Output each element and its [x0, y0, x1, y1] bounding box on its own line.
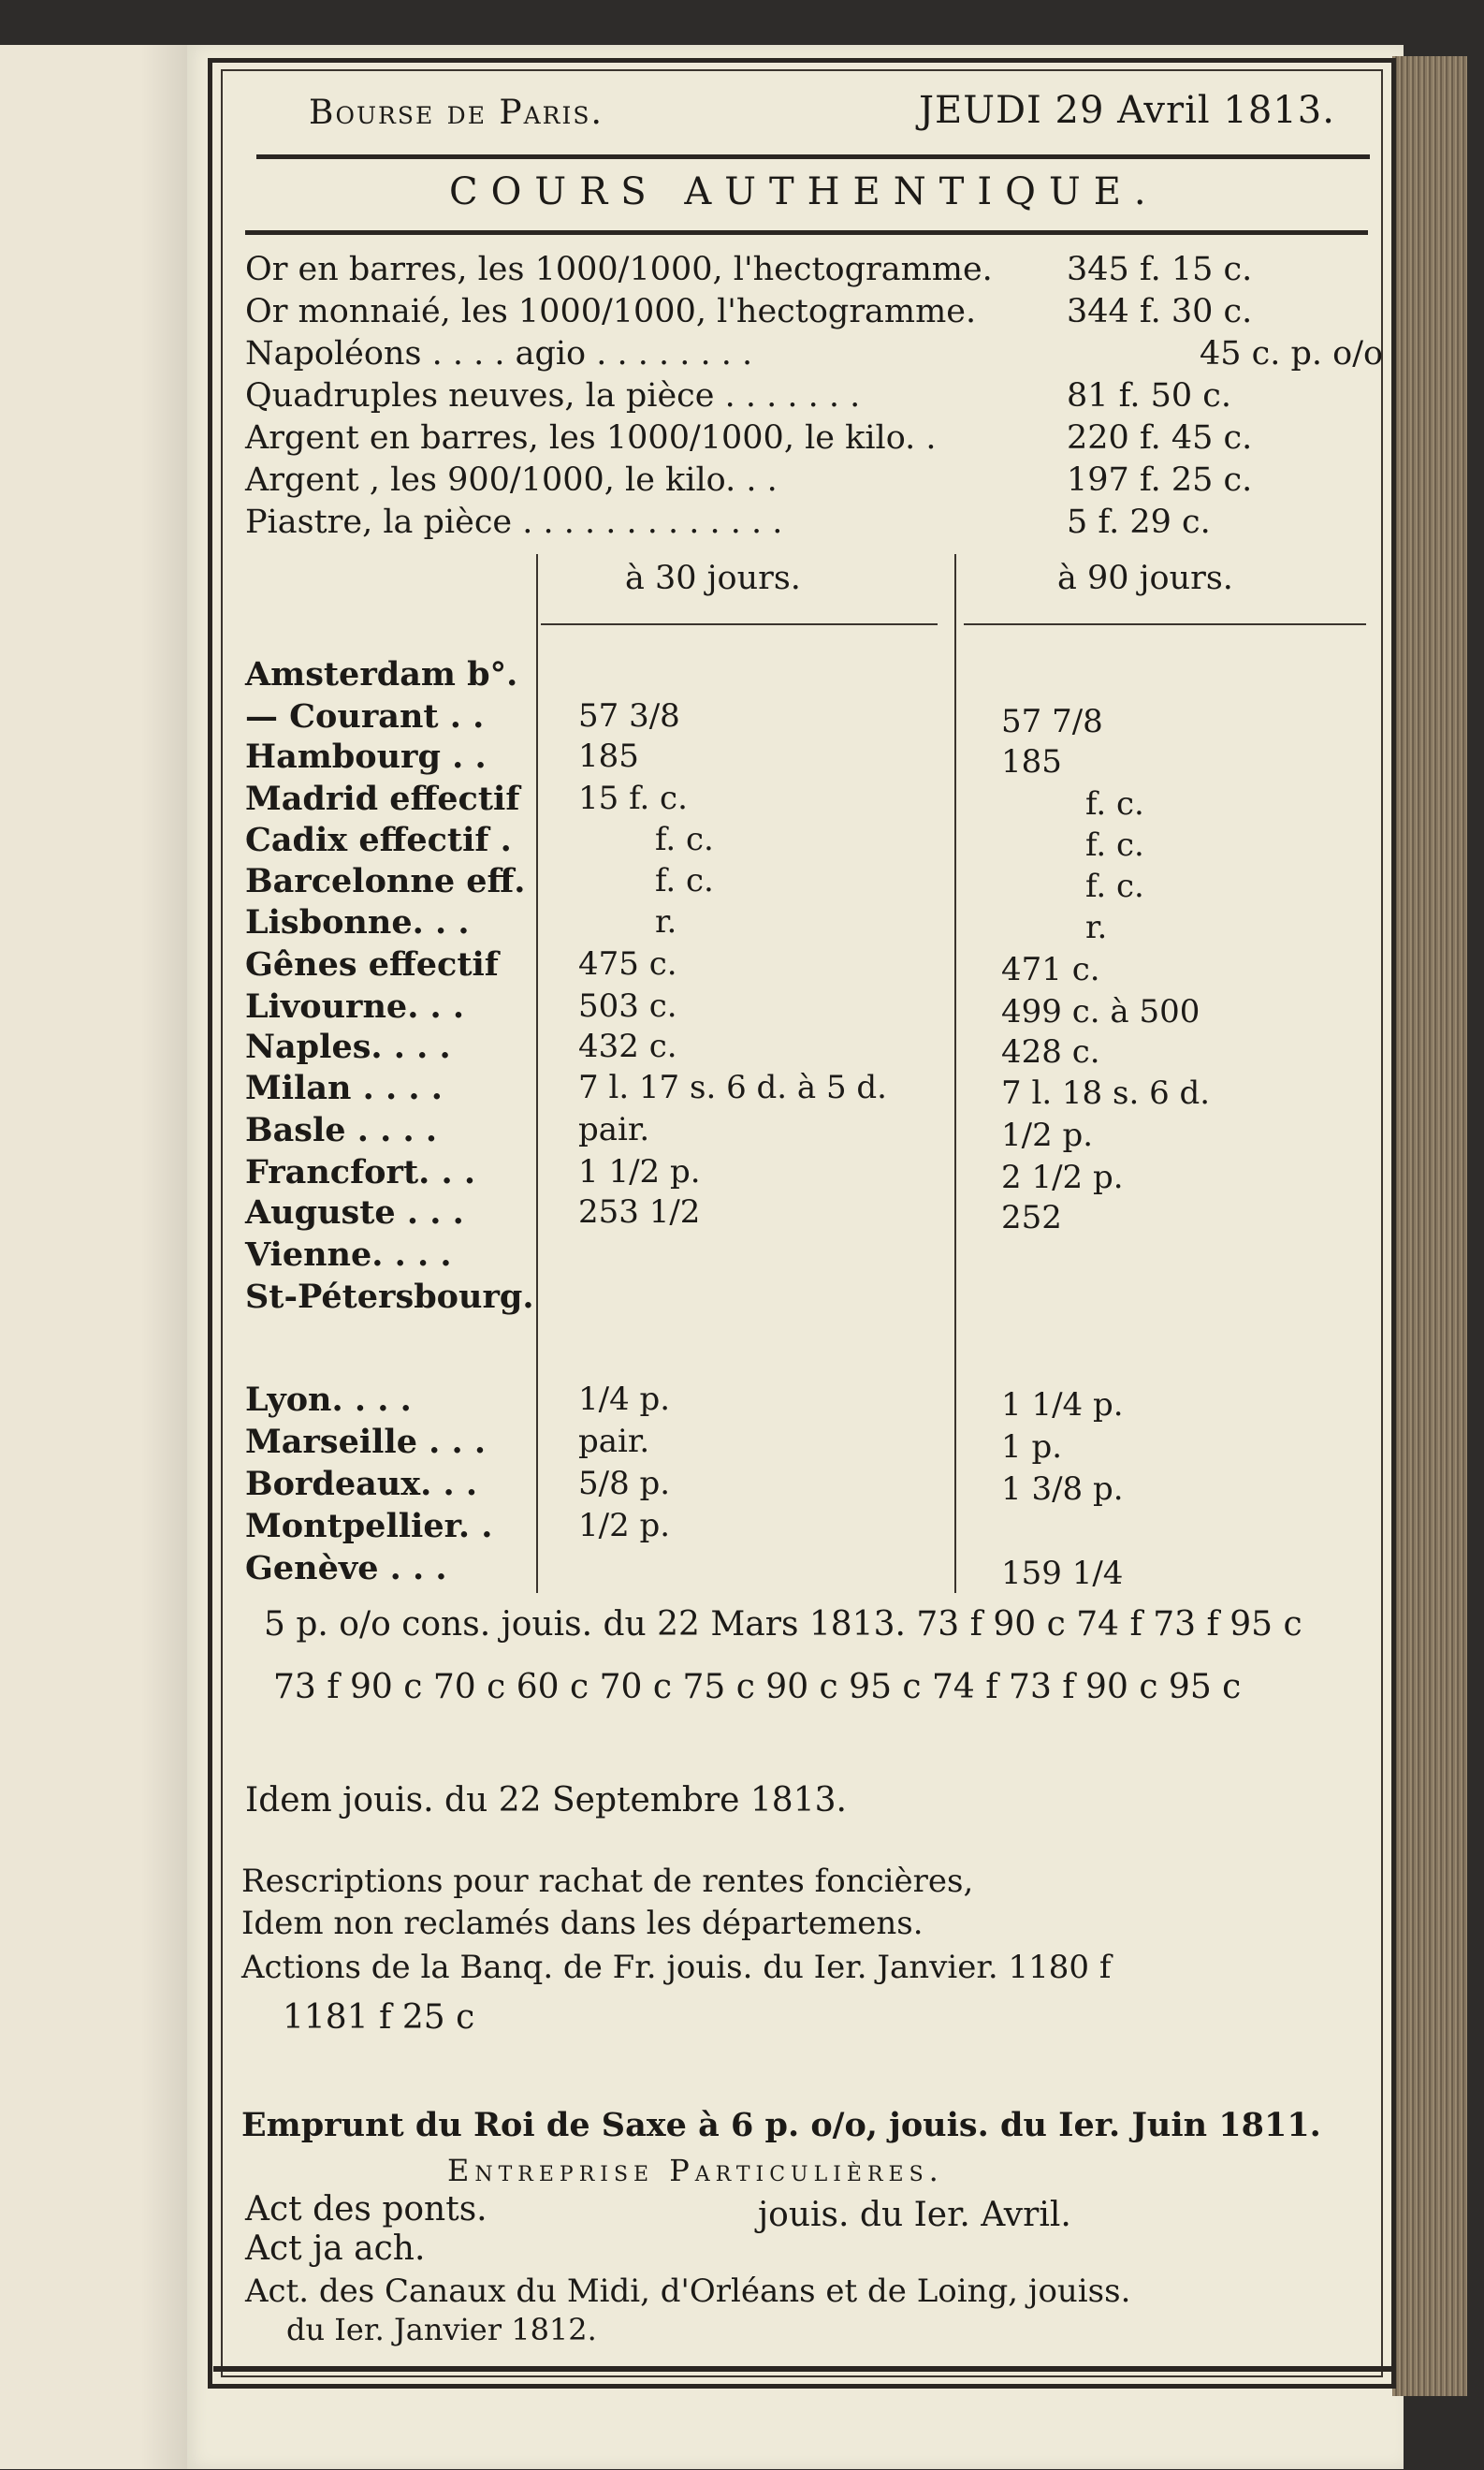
- city-label: Madrid effectif: [245, 780, 520, 818]
- metal-value: 344 f. 30 c.: [1067, 293, 1253, 330]
- rate-90-days: 7 l. 18 s. 6 d.: [1001, 1074, 1211, 1112]
- metal-label: Or monnaié, les 1000/1000, l'hectogramme.: [245, 293, 977, 330]
- act-ponts: Act des ponts.: [245, 2190, 487, 2229]
- rate-90-days: 499 c. à 500: [1001, 993, 1200, 1030]
- city-label: Naples. . . .: [245, 1028, 451, 1066]
- rate-90-days: f. c.: [1085, 826, 1144, 864]
- city-label: Bordeaux. . .: [245, 1465, 478, 1503]
- rate-90-days: 471 c.: [1001, 951, 1100, 988]
- rate-30-days: r.: [655, 903, 677, 941]
- rate-90-days: 252: [1001, 1199, 1062, 1236]
- metal-label: Argent en barres, les 1000/1000, le kilo. .: [245, 419, 937, 457]
- rate-90-days: 1 1/4 p.: [1001, 1386, 1124, 1424]
- city-label: Livourne. . .: [245, 987, 465, 1026]
- metal-label: Or en barres, les 1000/1000, l'hectogramme.: [245, 251, 993, 288]
- city-label: Lisbonne. . .: [245, 903, 470, 942]
- title-rule: [245, 230, 1368, 235]
- city-label: Basle . . . .: [245, 1111, 438, 1149]
- rate-30-days: 475 c.: [578, 945, 677, 983]
- rate-30-days: 7 l. 17 s. 6 d. à 5 d.: [578, 1069, 887, 1106]
- rate-30-days: 5/8 p.: [578, 1465, 671, 1502]
- city-label: Auguste . . .: [245, 1193, 464, 1232]
- rentes-idem: Idem jouis. du 22 Septembre 1813.: [245, 1781, 847, 1820]
- rate-90-days: 1 3/8 p.: [1001, 1470, 1124, 1508]
- col-30-rule: [541, 623, 938, 625]
- rate-90-days: 1/2 p.: [1001, 1117, 1094, 1154]
- rate-90-days: 57 7/8: [1001, 703, 1103, 740]
- metal-value: 81 f. 50 c.: [1067, 377, 1232, 415]
- column-divider-left: [536, 554, 538, 1593]
- rate-90-days: f. c.: [1085, 785, 1144, 823]
- act-ponts-jouis: jouis. du Ier. Avril.: [758, 2196, 1071, 2234]
- city-label: Cadix effectif .: [245, 821, 512, 859]
- actions-banque: Actions de la Banq. de Fr. jouis. du Ier. Janvier. 1180 f: [241, 1949, 1112, 1986]
- rate-90-days: 428 c.: [1001, 1033, 1100, 1071]
- rentes-line-2: 73 f 90 c 70 c 60 c 70 c 75 c 90 c 95 c 74 f 73 f 90 c 95 c: [273, 1668, 1242, 1706]
- metal-label: Piastre, la pièce . . . . . . . . . . . . .: [245, 504, 783, 541]
- col-90-jours: à 90 jours.: [1057, 560, 1233, 597]
- city-label: — Courant . .: [245, 697, 485, 736]
- rate-90-days: 2 1/2 p.: [1001, 1159, 1124, 1196]
- page-title: COURS AUTHENTIQUE.: [449, 170, 1159, 213]
- rescriptions: Rescriptions pour rachat de rentes foncières,: [241, 1863, 974, 1900]
- column-divider-right: [954, 554, 956, 1593]
- rate-30-days: 185: [578, 738, 639, 775]
- metal-label: Quadruples neuves, la pièce . . . . . . .: [245, 377, 861, 415]
- header-left: Bourse de Paris.: [309, 94, 604, 132]
- entreprise-heading: Entreprise Particulières.: [447, 2153, 944, 2188]
- city-label: Hambourg . .: [245, 738, 487, 776]
- idem-non-reclames: Idem non reclamés dans les départemens.: [241, 1905, 924, 1942]
- rate-30-days: 432 c.: [578, 1028, 677, 1065]
- city-label: Genève . . .: [245, 1549, 447, 1587]
- page-edges: [1392, 56, 1467, 2396]
- act-ja-ach: Act ja ach.: [245, 2229, 426, 2268]
- city-label: Amsterdam b°.: [245, 655, 518, 694]
- rate-30-days: pair.: [578, 1423, 650, 1460]
- rate-90-days: 185: [1001, 743, 1062, 781]
- rate-30-days: 1 1/2 p.: [578, 1153, 701, 1191]
- rate-90-days: 159 1/4: [1001, 1555, 1124, 1592]
- city-label: Francfort. . .: [245, 1153, 476, 1191]
- city-label: Vienne. . . .: [245, 1235, 452, 1274]
- rate-90-days: r.: [1085, 909, 1108, 946]
- actions-banque-cont: 1181 f 25 c: [283, 1998, 475, 2037]
- city-label: Lyon. . . .: [245, 1381, 412, 1419]
- col-30-jours: à 30 jours.: [625, 560, 801, 597]
- metal-value: 197 f. 25 c.: [1067, 461, 1253, 499]
- metal-label: Napoléons . . . . agio . . . . . . . .: [245, 335, 753, 373]
- header-rule: [256, 154, 1370, 159]
- rate-30-days: f. c.: [655, 862, 714, 899]
- col-90-rule: [964, 623, 1366, 625]
- city-label: Gênes effectif: [245, 945, 499, 984]
- city-label: Barcelonne eff.: [245, 862, 526, 900]
- footer-rule: [213, 2366, 1394, 2375]
- act-canaux-cont: du Ier. Janvier 1812.: [286, 2312, 597, 2347]
- rate-30-days: 1/2 p.: [578, 1507, 671, 1544]
- city-label: Montpellier. .: [245, 1507, 493, 1545]
- metal-value: 220 f. 45 c.: [1067, 419, 1253, 457]
- rate-30-days: pair.: [578, 1111, 650, 1148]
- metal-value: 45 c. p. o/o: [1200, 335, 1384, 373]
- rate-30-days: 253 1/2: [578, 1193, 701, 1231]
- metal-value: 345 f. 15 c.: [1067, 251, 1253, 288]
- rate-30-days: 1/4 p.: [578, 1381, 671, 1418]
- metal-value: 5 f. 29 c.: [1067, 504, 1211, 541]
- act-canaux: Act. des Canaux du Midi, d'Orléans et de Loing, jouiss.: [245, 2273, 1131, 2310]
- rate-90-days: f. c.: [1085, 868, 1144, 905]
- metal-label: Argent , les 900/1000, le kilo. . .: [245, 461, 778, 499]
- header-date: JEUDI 29 Avril 1813.: [919, 89, 1335, 132]
- rate-30-days: 57 3/8: [578, 697, 680, 735]
- emprunt-saxe: Emprunt du Roi de Saxe à 6 p. o/o, jouis. du Ier. Juin 1811.: [241, 2106, 1321, 2144]
- rentes-line-1: 5 p. o/o cons. jouis. du 22 Mars 1813. 73 f 90 c 74 f 73 f 95 c: [264, 1605, 1302, 1644]
- rate-30-days: f. c.: [655, 821, 714, 858]
- rate-30-days: 15 f. c.: [578, 780, 688, 817]
- city-label: Marseille . . .: [245, 1423, 487, 1461]
- rate-30-days: 503 c.: [578, 987, 677, 1025]
- rate-90-days: 1 p.: [1001, 1428, 1063, 1466]
- city-label: St-Pétersbourg.: [245, 1278, 534, 1316]
- city-label: Milan . . . .: [245, 1069, 443, 1107]
